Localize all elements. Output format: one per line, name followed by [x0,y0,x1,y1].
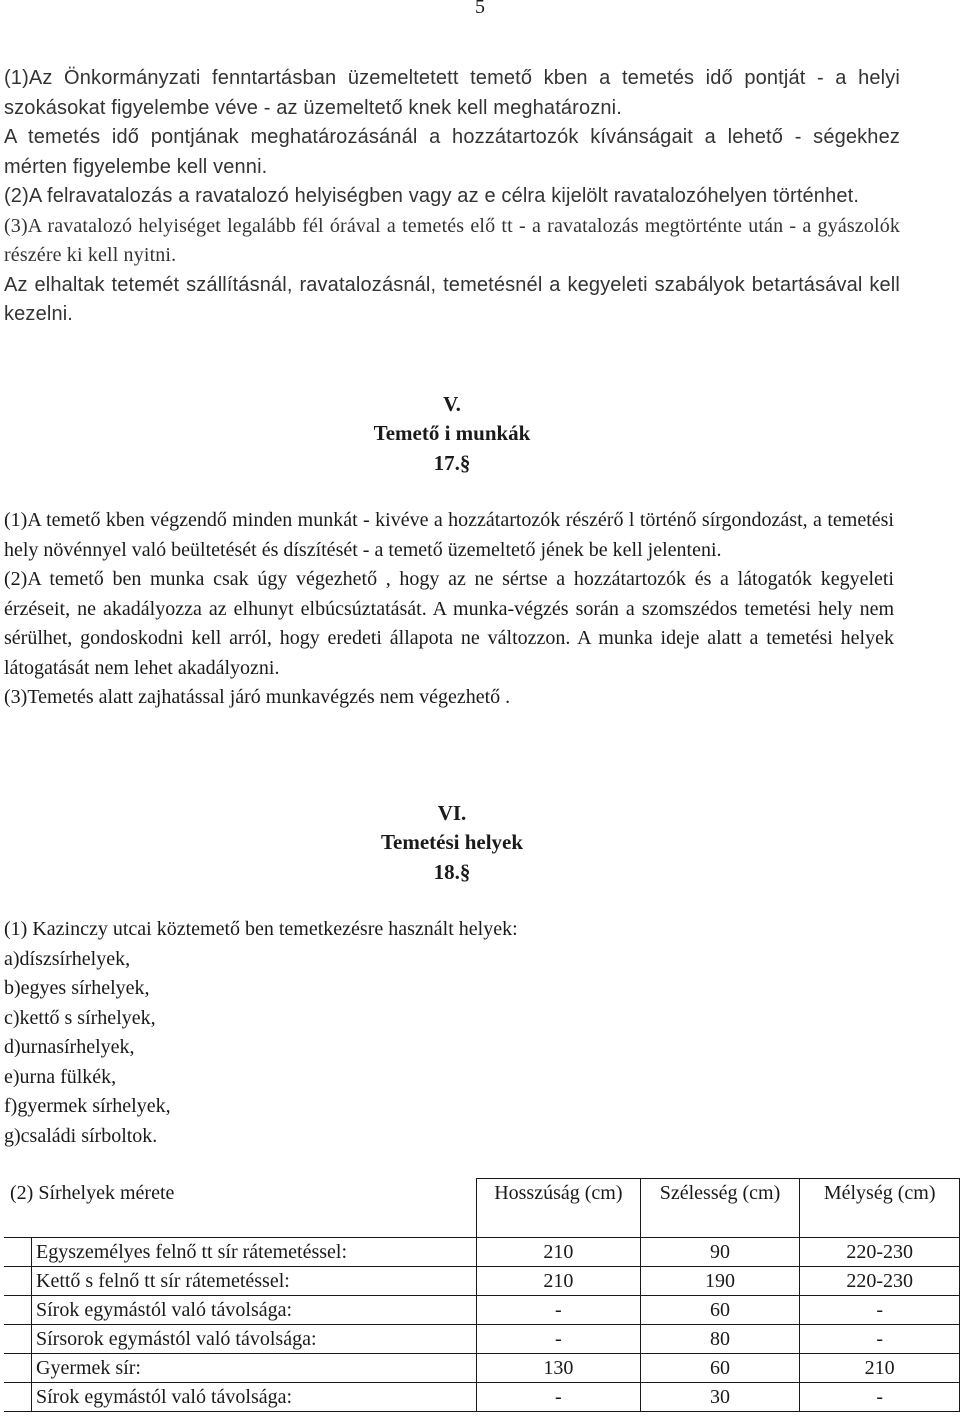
chapter-vi-number: VI. [437,801,467,825]
intro-paragraph-1: (1)Az Önkormányzati fenntartásban üzemeltetett temető kben a temetés idő pontját - a helyi szokásokat figyelembe véve - az üzemeltető knek kell meghatározni. [4,67,900,119]
cell-length: 210 [477,1238,641,1267]
intro-paragraph-4: (3)A ravatalozó helyiséget legalább fél órával a temetés elő tt - a ravatalozás megtörténte után - a gyászolók részére ki kell nyitni. [4,214,900,266]
chapter-v-paragraph-2: (2)A temető ben munka csak úgy végezhető , hogy az ne sértse a hozzátartozók és a látogatók kegyeleti érzéseit, ne akadályozza az elhunyt elbúcsúztatását. A munka-végzés során a szomszédos temetési hely nem sérülhet, gondoskodni kell arról, hogy eredeti állapota ne változzon. A munka ideje alatt a temetési helyek látogatását nem lehet akadályozni. [4,568,894,679]
intro-paragraph-5: Az elhaltak tetemét szállításnál, ravatalozásnál, temetésnél a kegyeleti szabályok betartásával kell kezelni. [4,273,900,325]
list-item: a)díszsírhelyek, [4,947,131,970]
cell-depth: - [800,1296,960,1325]
row-label [4,1296,477,1325]
row-label [4,1267,477,1296]
row-label [4,1383,477,1412]
chapter-v-paragraph-mark: 17.§ [433,451,471,475]
list-item: c)kettő s sírhelyek, [4,1006,156,1029]
cell-depth: 220-230 [800,1238,960,1267]
chapter-v-number: V. [443,392,461,416]
chapter-vi-paragraph-mark: 18.§ [433,860,471,884]
cell-depth: - [800,1383,960,1412]
row-label [4,1354,477,1383]
cell-length: - [477,1296,641,1325]
cell-length: 210 [477,1267,641,1296]
page-number: 5 [475,0,485,18]
cell-width: 60 [640,1354,800,1383]
chapter-v-paragraph-1: (1)A temető kben végzendő minden munkát - kivéve a hozzátartozók részérő l történő sírgondozást, a temetési hely növénnyel való beültetését és díszítését - a temető üzemeltető jének be kell jelenteni. [4,509,894,561]
intro-section [4,64,900,330]
cell-width: 90 [640,1238,800,1267]
table-row [4,1325,960,1354]
intro-paragraph-3: (2)A felravatalozás a ravatalozó helyiségben vagy az e célra kijelölt ravatalozóhelyen történhet. [4,185,860,207]
list-item: e)urna fülkék, [4,1065,117,1088]
cell-depth: 210 [800,1354,960,1383]
cell-depth: - [800,1325,960,1354]
column-header-length: Hosszúság (cm) [477,1179,641,1238]
list-item: g)családi sírboltok. [4,1124,158,1147]
list-item: d)urnasírhelyek, [4,1036,135,1058]
table-caption: (2) Sírhelyek mérete [10,1181,175,1204]
grave-sizes-table [4,1178,960,1412]
row-label-text: Sírok egymástól való távolsága: [31,1383,292,1411]
row-label-text: Gyermek sír: [31,1354,141,1382]
chapter-v-paragraph-3: (3)Temetés alatt zajhatással járó munkavégzés nem végezhető . [4,686,511,708]
chapter-v-title: Temető i munkák [373,421,531,445]
cell-length: - [477,1383,641,1412]
table-row [4,1383,960,1412]
row-label [4,1325,477,1354]
table-row [4,1354,960,1383]
cell-width: 190 [640,1267,800,1296]
cell-depth: 220-230 [800,1267,960,1296]
row-label-text: Sírsorok egymástól való távolsága: [31,1325,317,1353]
column-header-width: Szélesség (cm) [640,1179,800,1238]
list-item: f)gyermek sírhelyek, [4,1095,171,1117]
table-row [4,1238,960,1267]
row-label [4,1238,477,1267]
column-header-depth: Mélység (cm) [800,1179,960,1238]
table-header-row [4,1179,960,1238]
intro-paragraph-2: A temetés idő pontjának meghatározásánál a hozzátartozók kívánságait a lehető - ségekhez mérten figyelembe kell venni. [4,126,900,178]
row-label-text: Sírok egymástól való távolsága: [31,1296,292,1324]
cell-length: - [477,1325,641,1354]
row-label-text: Egyszemélyes felnő tt sír rátemetéssel: [31,1238,347,1266]
cell-width: 30 [640,1383,800,1412]
row-label-text: Kettő s felnő tt sír rátemetéssel: [31,1267,290,1295]
chapter-vi-title: Temetési helyek [380,830,524,854]
chapter-v-body [4,506,894,713]
cell-width: 60 [640,1296,800,1325]
cell-length: 130 [477,1354,641,1383]
burial-places-intro: (1) Kazinczy utcai köztemető ben temetkezésre használt helyek: [4,918,518,940]
list-item: b)egyes sírhelyek, [4,977,150,999]
table-row [4,1296,960,1325]
burial-places-list [4,915,518,1151]
cell-width: 80 [640,1325,800,1354]
table-row [4,1267,960,1296]
